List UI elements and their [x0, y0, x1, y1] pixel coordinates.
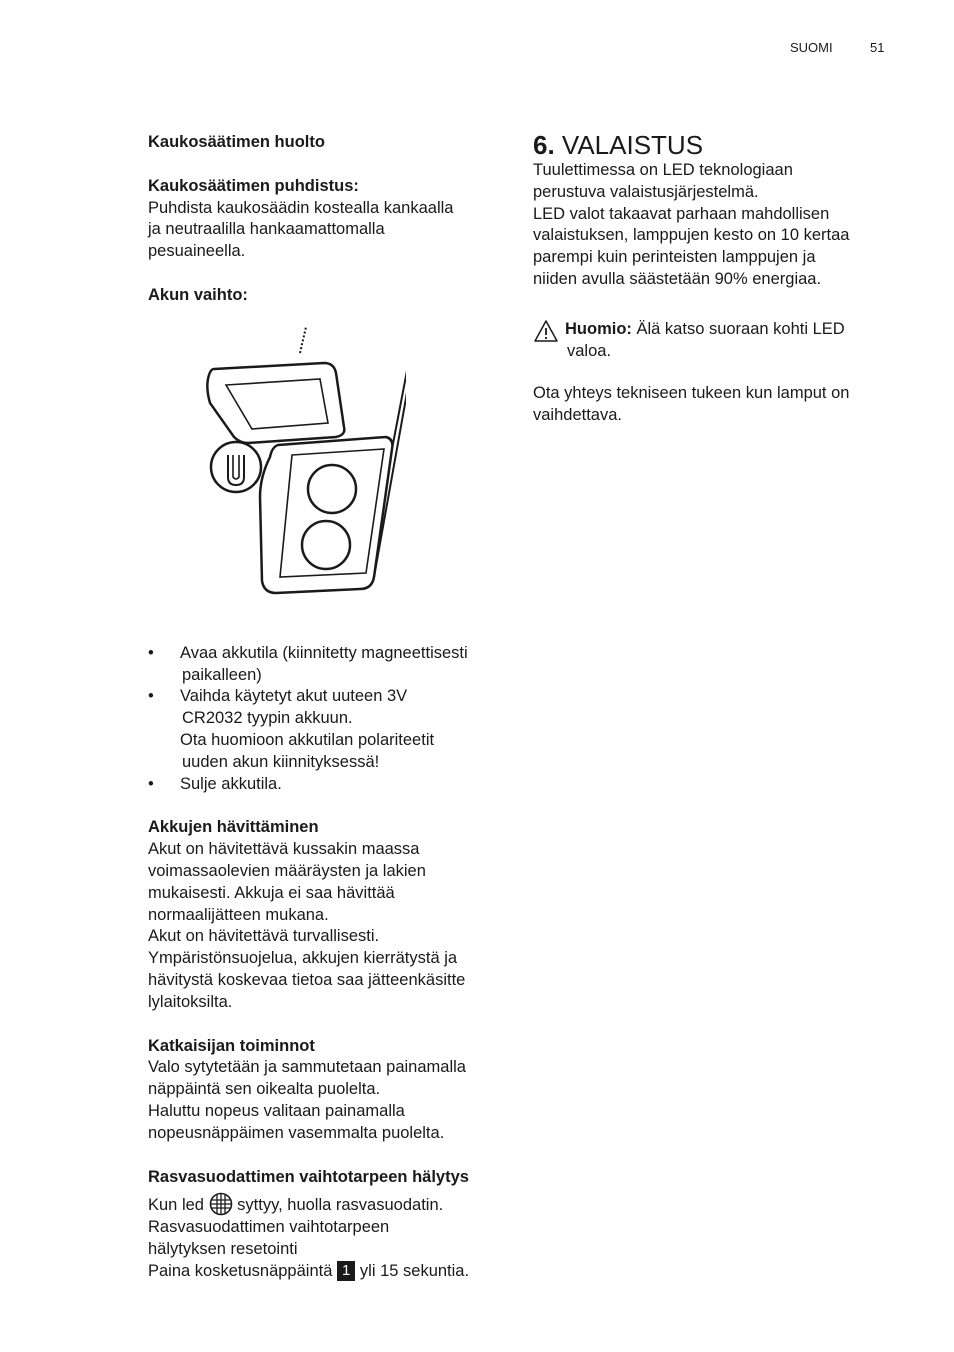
remote-maintenance-title: Kaukosäätimen huolto — [148, 133, 325, 151]
support-line: Ota yhteys tekniseen tukeen kun lamput on — [533, 384, 850, 403]
switch-line: nopeusnäppäimen vasemmalta puolelta. — [148, 1123, 445, 1142]
intro-line: LED valot takaavat parhaan mahdollisen — [533, 204, 830, 223]
section-title: VALAISTUS — [561, 130, 704, 160]
disposal-line: Akut on hävitettävä turvallisesti. — [148, 927, 380, 946]
disposal-line: Akut on hävitettävä kussakin maassa — [148, 840, 420, 859]
right-column — [533, 130, 893, 427]
bullet: • — [148, 687, 154, 706]
disposal-line: lylaitoksilta. — [148, 992, 233, 1011]
disposal-line: mukaisesti. Akkuja ei saa hävittää — [148, 883, 395, 902]
cleaning-line: Puhdista kaukosäädin kostealla kankaalla — [148, 198, 454, 217]
left-column — [148, 132, 508, 1283]
list-item — [148, 643, 508, 687]
disposal-line: Ympäristönsuojelua, akkujen kierrätystä ja — [148, 949, 458, 968]
intro-line: Tuulettimessa on LED teknologiaan — [533, 161, 793, 179]
filter-line: hälytyksen resetointi — [148, 1239, 298, 1258]
battery-steps — [148, 643, 508, 796]
filter-line-text: Paina kosketusnäppäintä — [148, 1261, 333, 1280]
warning-note — [533, 319, 893, 363]
list-item-line: Vaihda käytetyt akut uuteen 3V — [180, 687, 408, 706]
grid-globe-icon — [209, 1192, 233, 1216]
switch-title: Katkaisijan toiminnot — [148, 1036, 315, 1055]
list-item-line: Ota huomioon akkutilan polariteetit — [180, 730, 435, 749]
disposal-line: hävitystä koskevaa tietoa saa jätteenkäsitte — [148, 970, 466, 989]
intro-line: parempi kuin perinteisten lamppujen ja — [533, 248, 816, 267]
support-line: vaihdettava. — [533, 406, 622, 425]
disposal-title: Akkujen hävittäminen — [148, 818, 319, 837]
list-item — [148, 774, 508, 796]
switch-line: Valo sytytetään ja sammutetaan painamalla — [148, 1058, 466, 1077]
warning-label: Huomio: — [565, 319, 632, 338]
filter-line — [148, 1192, 508, 1217]
switch-line: näppäintä sen oikealta puolelta. — [148, 1080, 381, 1099]
filter-line — [148, 1261, 508, 1283]
disposal-line: voimassaolevien määräysten ja lakien — [148, 861, 426, 880]
bullet: • — [148, 643, 154, 662]
disposal-line: normaalijätteen mukana. — [148, 905, 329, 924]
section-number: 6. — [533, 130, 555, 160]
page-number: 51 — [870, 40, 885, 55]
touch-key-1: 1 — [337, 1261, 355, 1281]
list-item-line: paikalleen) — [182, 665, 262, 684]
bullet: • — [148, 774, 154, 793]
filter-line-text: yli 15 sekuntia. — [359, 1261, 470, 1280]
intro-line: perustuva valaistusjärjestelmä. — [533, 182, 759, 201]
cleaning-line: pesuaineella. — [148, 242, 246, 261]
list-item-line: uuden akun kiinnityksessä! — [182, 752, 380, 771]
battery-illustration — [148, 321, 508, 643]
warning-text: Älä katso suoraan kohti LED — [636, 319, 845, 338]
header-language: SUOMI — [790, 40, 833, 55]
section-heading — [533, 130, 893, 160]
list-item-line: Sulje akkutila. — [180, 774, 282, 793]
cleaning-title: Kaukosäätimen puhdistus: — [148, 176, 359, 195]
list-item-line: Avaa akkutila (kiinnitetty magneettisesti — [180, 643, 468, 662]
warning-line — [565, 319, 893, 341]
filter-line-text: Kun led — [148, 1196, 204, 1215]
remote-battery-drawing — [196, 327, 406, 607]
intro-line: valaistuksen, lamppujen kesto on 10 kertaa — [533, 226, 850, 245]
warning-triangle-icon — [533, 319, 559, 343]
list-item-line: CR2032 tyypin akkuun. — [182, 709, 353, 728]
filter-line-text: syttyy, huolla rasvasuodatin. — [237, 1196, 444, 1215]
list-item — [148, 686, 508, 773]
filter-line: Rasvasuodattimen vaihtotarpeen — [148, 1218, 390, 1237]
cleaning-line: ja neutraalilla hankaamattomalla — [148, 220, 385, 239]
filter-title: Rasvasuodattimen vaihtotarpeen hälytys — [148, 1167, 469, 1186]
switch-line: Haluttu nopeus valitaan painamalla — [148, 1101, 405, 1120]
intro-line: niiden avulla säästetään 90% energiaa. — [533, 269, 822, 288]
warning-line: valoa. — [567, 341, 612, 360]
battery-change-title: Akun vaihto: — [148, 285, 248, 304]
